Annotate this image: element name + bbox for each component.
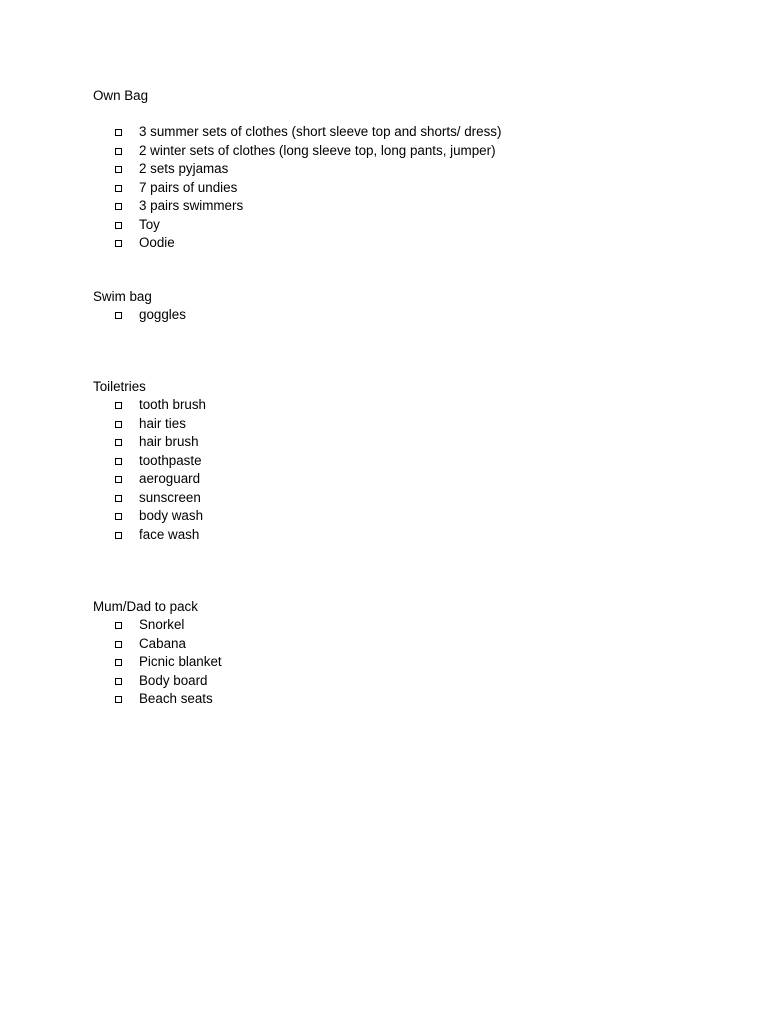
checkbox-square-icon [115, 678, 122, 685]
list-item [93, 197, 713, 216]
list-item-label: 3 pairs swimmers [139, 198, 244, 213]
list-item [93, 470, 713, 489]
checkbox-square-icon [115, 641, 122, 648]
list-item-label: face wash [139, 526, 200, 542]
list-item-label: 2 sets pyjamas [139, 161, 229, 176]
checkbox-square-icon [115, 458, 122, 465]
list-item [93, 653, 713, 672]
section-heading: Own Bag [93, 88, 149, 103]
list-item [93, 526, 713, 545]
list-item [93, 415, 713, 434]
checkbox-square-icon [115, 495, 122, 502]
list-item [93, 635, 713, 654]
checkbox-square-icon [115, 696, 122, 703]
list-item [93, 452, 713, 471]
list-item [93, 160, 713, 179]
checkbox-square-icon [115, 185, 122, 192]
section-heading: Swim bag [93, 289, 152, 304]
section-heading: Mum/Dad to pack [93, 599, 198, 614]
section-heading: Toiletries [93, 379, 146, 394]
checkbox-square-icon [115, 439, 122, 446]
checkbox-square-icon [115, 203, 122, 210]
list-item [93, 216, 713, 235]
checkbox-square-icon [115, 532, 122, 539]
section-own-bag [93, 87, 713, 253]
list-item [93, 489, 713, 508]
checkbox-square-icon [115, 222, 122, 229]
list-item-label: body wash [139, 508, 204, 523]
list-item [93, 672, 713, 691]
checkbox-square-icon [115, 240, 122, 247]
list-item-label: tooth brush [139, 397, 206, 412]
list-item-label: Oodie [139, 235, 175, 250]
list-item-label: hair ties [139, 415, 186, 431]
checklist [93, 616, 713, 709]
checkbox-square-icon [115, 166, 122, 173]
checkbox-square-icon [115, 148, 122, 155]
list-item [93, 179, 713, 198]
section-swim-bag [93, 288, 713, 325]
checkbox-square-icon [115, 129, 122, 136]
list-item-label: toothpaste [139, 452, 202, 468]
list-item [93, 123, 713, 142]
checklist [93, 123, 713, 253]
list-item-label: 7 pairs of undies [139, 179, 238, 195]
list-item-label: Toy [139, 216, 160, 232]
list-item [93, 306, 713, 325]
checkbox-square-icon [115, 659, 122, 666]
list-item [93, 234, 713, 253]
list-item-label: aeroguard [139, 471, 201, 486]
list-item [93, 142, 713, 161]
list-item-label: Body board [139, 672, 208, 688]
list-item [93, 616, 713, 635]
checkbox-square-icon [115, 312, 122, 319]
list-item-label: 3 summer sets of clothes (short sleeve top and shorts/ dress) [139, 124, 502, 139]
list-item [93, 396, 713, 415]
checkbox-square-icon [115, 421, 122, 428]
list-item-label: Snorkel [139, 617, 185, 632]
list-item-label: Picnic blanket [139, 654, 222, 669]
list-item [93, 690, 713, 709]
list-item-label: goggles [139, 307, 186, 322]
checkbox-square-icon [115, 513, 122, 520]
checkbox-square-icon [115, 622, 122, 629]
list-item-label: Beach seats [139, 691, 213, 706]
checklist [93, 306, 713, 325]
checklist [93, 396, 713, 544]
section-mum-dad-to-pack [93, 598, 713, 709]
checkbox-square-icon [115, 402, 122, 409]
checkbox-square-icon [115, 476, 122, 483]
list-item-label: 2 winter sets of clothes (long sleeve top, long pants, jumper) [139, 142, 496, 158]
list-item-label: Cabana [139, 635, 186, 651]
list-item [93, 507, 713, 526]
list-item [93, 433, 713, 452]
section-toiletries [93, 378, 713, 544]
list-item-label: hair brush [139, 434, 199, 449]
list-item-label: sunscreen [139, 489, 201, 505]
